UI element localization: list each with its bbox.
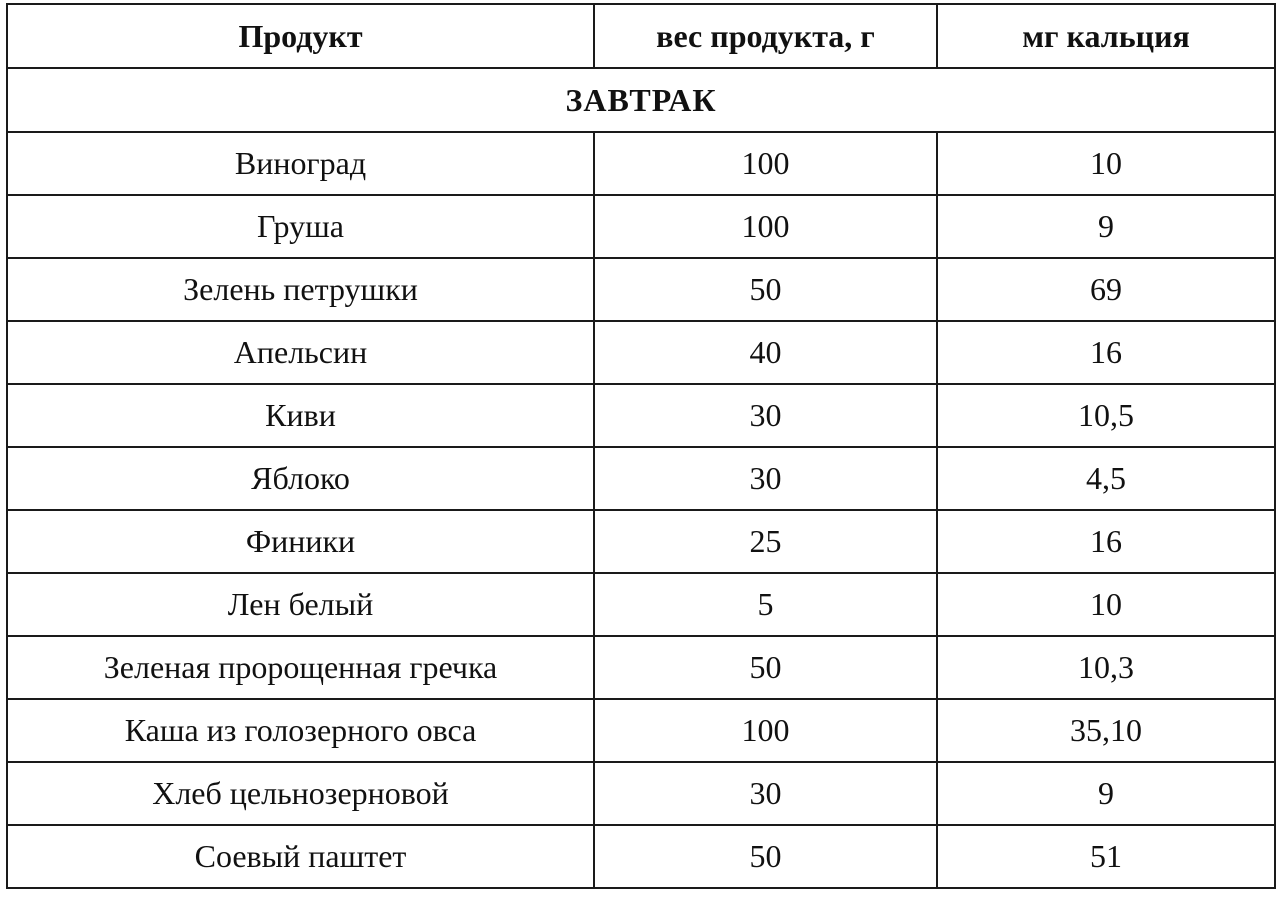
table-row [7, 636, 1275, 699]
cell-calcium: 9 [937, 762, 1275, 825]
cell-calcium: 10 [937, 132, 1275, 195]
cell-weight: 100 [594, 195, 937, 258]
cell-weight: 30 [594, 762, 937, 825]
table-row [7, 825, 1275, 888]
cell-weight: 50 [594, 825, 937, 888]
cell-calcium: 51 [937, 825, 1275, 888]
cell-calcium: 4,5 [937, 447, 1275, 510]
table-header-row [7, 4, 1275, 68]
section-row-breakfast [7, 68, 1275, 132]
table-rows [7, 132, 1275, 888]
cell-product: Яблоко [7, 447, 594, 510]
cell-product: Каша из голозерного овса [7, 699, 594, 762]
cell-weight: 100 [594, 699, 937, 762]
table-row [7, 258, 1275, 321]
cell-product: Киви [7, 384, 594, 447]
calcium-table [6, 3, 1276, 889]
cell-weight: 30 [594, 384, 937, 447]
table-row [7, 699, 1275, 762]
cell-weight: 50 [594, 636, 937, 699]
cell-product: Соевый паштет [7, 825, 594, 888]
cell-weight: 40 [594, 321, 937, 384]
cell-calcium: 10,3 [937, 636, 1275, 699]
table-row [7, 321, 1275, 384]
cell-weight: 100 [594, 132, 937, 195]
cell-product: Лен белый [7, 573, 594, 636]
cell-calcium: 10,5 [937, 384, 1275, 447]
cell-weight: 30 [594, 447, 937, 510]
cell-product: Хлеб цельнозерновой [7, 762, 594, 825]
table-row [7, 762, 1275, 825]
cell-product: Апельсин [7, 321, 594, 384]
header-product: Продукт [7, 4, 594, 68]
cell-calcium: 16 [937, 510, 1275, 573]
cell-weight: 50 [594, 258, 937, 321]
table-row [7, 195, 1275, 258]
cell-calcium: 10 [937, 573, 1275, 636]
cell-product: Зелень петрушки [7, 258, 594, 321]
cell-product: Груша [7, 195, 594, 258]
cell-product: Виноград [7, 132, 594, 195]
cell-calcium: 35,10 [937, 699, 1275, 762]
table-row [7, 384, 1275, 447]
cell-calcium: 69 [937, 258, 1275, 321]
table-row [7, 132, 1275, 195]
calcium-table-sheet [6, 3, 1274, 889]
cell-weight: 25 [594, 510, 937, 573]
cell-product: Зеленая пророщенная гречка [7, 636, 594, 699]
cell-weight: 5 [594, 573, 937, 636]
section-title: ЗАВТРАК [7, 68, 1275, 132]
cell-calcium: 9 [937, 195, 1275, 258]
table-row [7, 510, 1275, 573]
cell-calcium: 16 [937, 321, 1275, 384]
header-calcium: мг кальция [937, 4, 1275, 68]
table-row [7, 573, 1275, 636]
table-row [7, 447, 1275, 510]
header-weight: вес продукта, г [594, 4, 937, 68]
cell-product: Финики [7, 510, 594, 573]
